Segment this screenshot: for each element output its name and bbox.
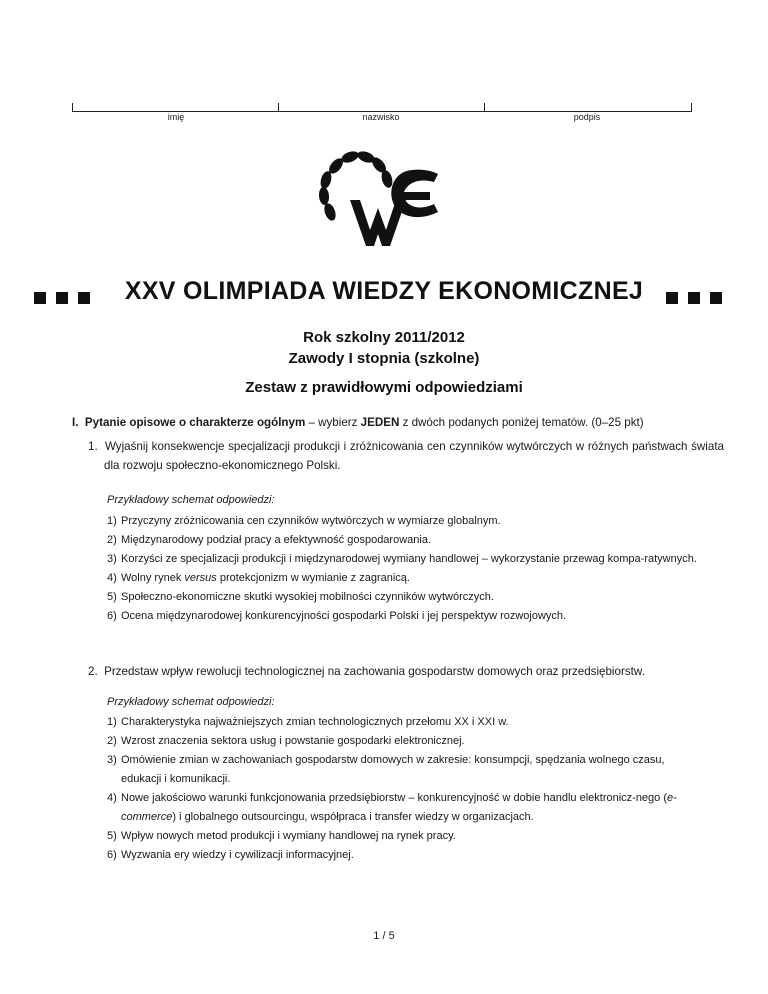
list-item: 1) Charakterystyka najważniejszych zmian technologicznych przełomu XX i XXI w.	[107, 716, 509, 728]
decorative-square-icon	[688, 292, 700, 304]
list-item: 6) Wyzwania ery wiedzy i cywilizacji informacyjnej.	[107, 849, 354, 861]
list-item: 4) Wolny rynek versus protekcjonizm w wymianie z zagranicą.	[107, 572, 410, 584]
schema-label: Przykładowy schemat odpowiedzi:	[107, 494, 275, 506]
list-item: 1) Przyczyny zróżnicowania cen czynników wytwórczych w wymiarze globalnym.	[107, 515, 501, 527]
answer-set-heading: Zestaw z prawidłowymi odpowiedziami	[245, 379, 523, 396]
section-instruction: z dwóch podanych poniżej tematów. (0–25 pkt)	[399, 416, 644, 429]
owe-laurel-logo-icon	[312, 150, 458, 250]
decorative-square-icon	[666, 292, 678, 304]
section-dash: – wybierz	[305, 416, 361, 429]
list-item: 6) Ocena międzynarodowej konkurencyjności gospodarki Polski i jej perspektyw rozwojowych.	[107, 610, 567, 622]
list-item: 3) Korzyści ze specjalizacji produkcji i międzynarodowej wymiany handlowej – wykorzystanie przewag kompa-ratywnych.	[107, 553, 697, 565]
section-heading	[72, 413, 712, 432]
list-item: 5) Wpływ nowych metod produkcji i wymiany handlowej na rynek pracy.	[107, 830, 456, 842]
list-item: 2) Międzynarodowy podział pracy a efektywność gospodarowania.	[107, 534, 432, 546]
section-title: Pytanie opisowe o charakterze ogólnym	[84, 416, 306, 429]
question-text: Przedstaw wpływ rewolucji technologicznej na zachowania gospodarstw domowych oraz przedsiębiorstw.	[104, 665, 645, 678]
answer-list-1	[107, 512, 702, 626]
question-1	[88, 437, 724, 475]
signature-label-surname: nazwisko	[362, 112, 400, 122]
competition-stage: Zawody I stopnia (szkolne)	[288, 350, 480, 367]
decorative-square-icon	[56, 292, 68, 304]
school-year: Rok szkolny 2011/2012	[303, 329, 465, 346]
question-number: 1.	[88, 440, 98, 453]
signature-tick	[691, 103, 692, 111]
list-item: 4) Nowe jakościowo warunki funkcjonowania przedsiębiorstw – konkurencyjność w dobie handlu elektronicz-nego (e-commerce) i globalnego outsourcingu, współpraca i transfer wiedzy w organizacjach.	[107, 792, 677, 823]
list-item: 2) Wzrost znaczenia sektora usług i powstanie gospodarki elektronicznej.	[107, 735, 465, 747]
signature-label-signature: podpis	[573, 112, 601, 122]
list-item: 5) Społeczno-ekonomiczne skutki wysokiej mobilności czynników wytwórczych.	[107, 591, 494, 603]
section-number: I.	[72, 416, 79, 429]
page-number: 1 / 5	[373, 930, 395, 942]
page-title: XXV OLIMPIADA WIEDZY EKONOMICZNEJ	[124, 277, 644, 305]
section-emphasis: JEDEN	[360, 416, 400, 429]
signature-line	[72, 103, 692, 112]
signature-tick	[278, 103, 279, 111]
signature-tick	[72, 103, 73, 111]
question-text: Wyjaśnij konsekwencje specjalizacji produkcji i zróżnicowania cen czynników wytwórczych w różnych państwach świata dla rozwoju społeczno-ekonomicznego Polski.	[104, 440, 724, 472]
signature-tick	[484, 103, 485, 111]
question-number: 2.	[88, 665, 98, 678]
decorative-square-icon	[34, 292, 46, 304]
decorative-square-icon	[78, 292, 90, 304]
question-2	[88, 662, 724, 681]
signature-label-name: imię	[167, 112, 185, 122]
answer-list-2	[107, 713, 702, 865]
decorative-square-icon	[710, 292, 722, 304]
list-item: 3) Omówienie zmian w zachowaniach gospodarstw domowych w zakresie: konsumpcji, spędzania wolnego czasu, edukacji i komunikacji.	[107, 754, 665, 785]
schema-label: Przykładowy schemat odpowiedzi:	[107, 696, 275, 708]
